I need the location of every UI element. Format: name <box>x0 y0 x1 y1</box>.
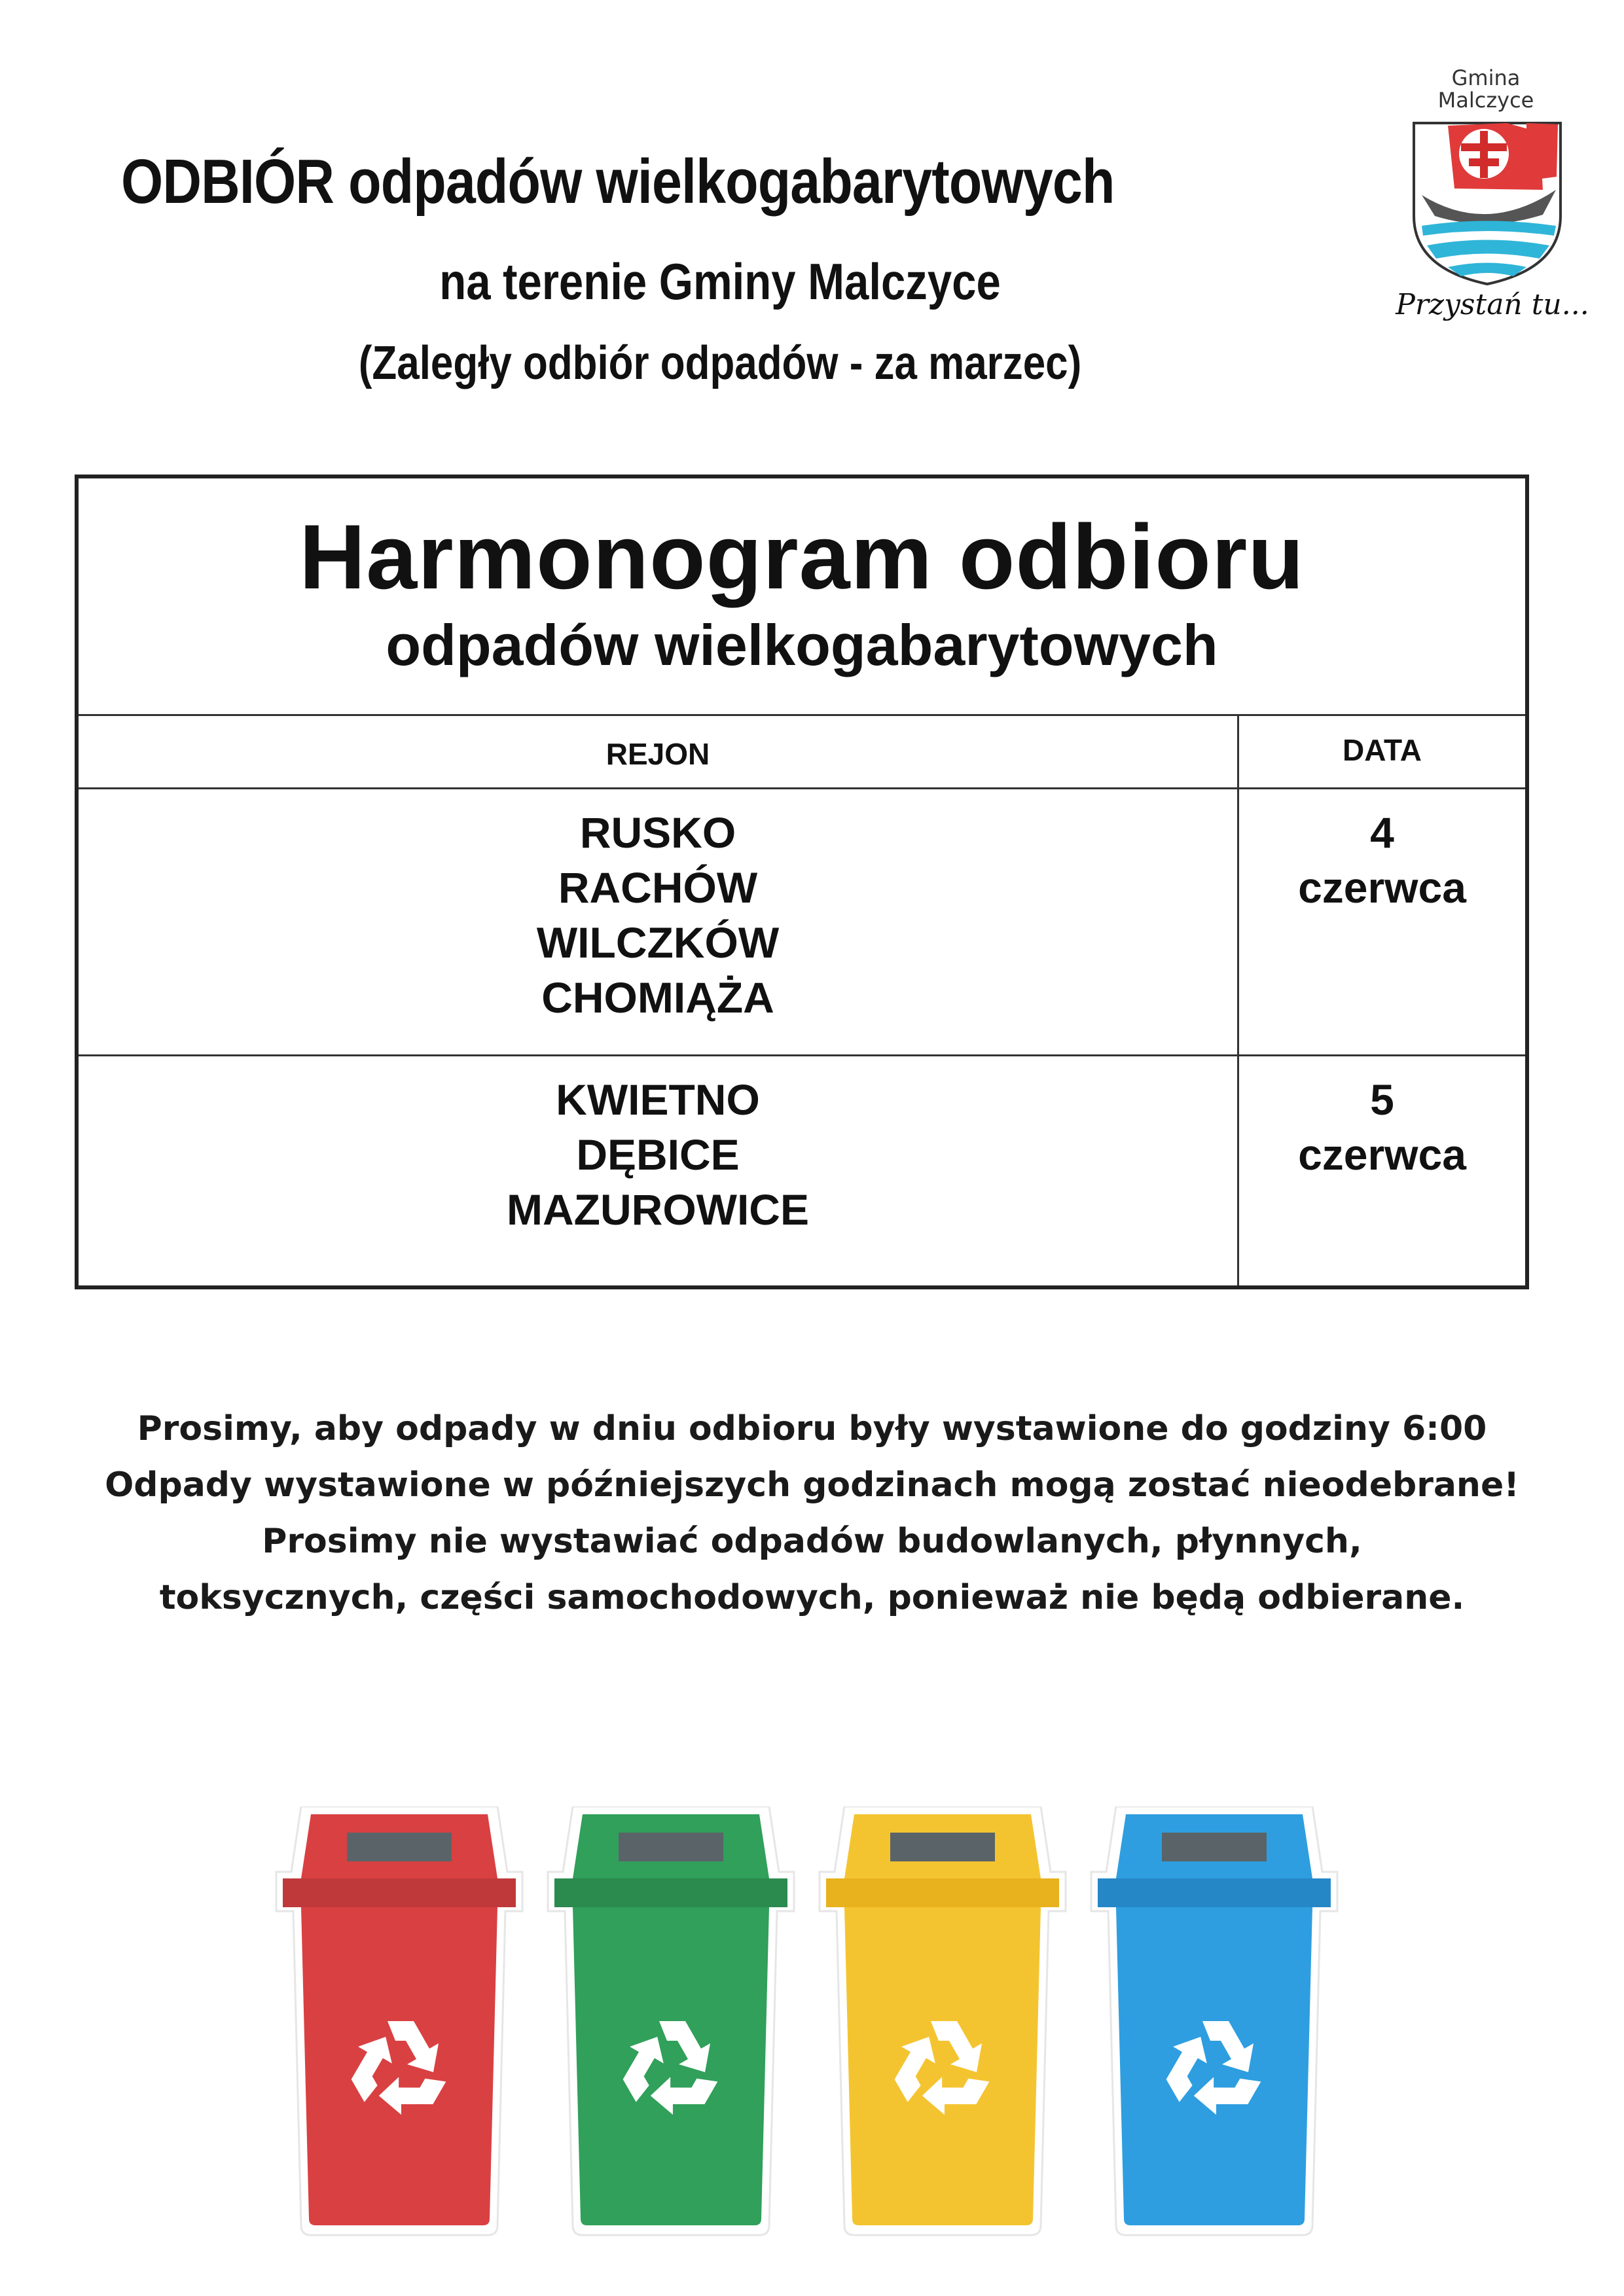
date-cell <box>1237 1056 1525 1285</box>
notice-line: Prosimy nie wystawiać odpadów budowlanych, płynnych, <box>262 1522 1362 1561</box>
green-recycling-bin-icon <box>547 1806 795 2238</box>
region-name: RACHÓW <box>558 863 758 912</box>
recycling-bins <box>0 1806 1624 2265</box>
schedule-heading <box>79 478 1525 716</box>
municipality-logo <box>1381 59 1591 347</box>
region-name: KWIETNO <box>556 1075 760 1124</box>
logo-motto: Przystań tu... <box>1396 288 1589 321</box>
date-day: 5 <box>1370 1075 1394 1124</box>
date-cell <box>1237 789 1525 1054</box>
date-month: czerwca <box>1298 863 1466 912</box>
notice-line: Prosimy, aby odpady w dniu odbioru były wystawione do godziny 6:00 <box>137 1409 1487 1448</box>
notice-line: toksycznych, części samochodowych, ponieważ nie będą odbierane. <box>159 1578 1465 1617</box>
subheadline: na terenie Gminy Malczyce <box>439 253 1001 310</box>
schedule-subtitle: odpadów wielkogabarytowych <box>386 613 1218 677</box>
logo-name-line1: Gmina <box>1451 65 1521 90</box>
region-name: DĘBICE <box>576 1130 740 1179</box>
schedule-title: Harmonogram odbioru <box>299 505 1305 608</box>
table-row <box>79 1056 1525 1285</box>
column-header-region: REJON <box>605 737 710 771</box>
collection-notice <box>0 1401 1624 1626</box>
region-cell <box>79 1056 1237 1285</box>
schedule-table <box>75 475 1529 1289</box>
red-recycling-bin-icon <box>275 1806 524 2238</box>
table-header-row <box>79 714 1525 789</box>
headline: ODBIÓR odpadów wielkogabarytowych <box>121 147 1115 217</box>
date-month: czerwca <box>1298 1130 1466 1179</box>
date-day: 4 <box>1370 808 1394 857</box>
region-cell <box>79 789 1237 1054</box>
region-name: MAZUROWICE <box>507 1185 809 1234</box>
header <box>0 0 1624 419</box>
region-name: RUSKO <box>579 808 736 857</box>
note-headline: (Zaległy odbiór odpadów - za marzec) <box>358 337 1082 389</box>
region-name: CHOMIĄŻA <box>541 973 774 1022</box>
region-name: WILCZKÓW <box>536 918 780 967</box>
coat-of-arms-icon <box>1409 118 1566 288</box>
yellow-recycling-bin-icon <box>818 1806 1067 2238</box>
logo-name-line2: Malczyce <box>1437 88 1534 113</box>
notice-line: Odpady wystawione w późniejszych godzinach mogą zostać nieodebrane! <box>105 1465 1519 1505</box>
blue-recycling-bin-icon <box>1090 1806 1339 2238</box>
column-header-date: DATA <box>1237 714 1525 787</box>
table-row <box>79 789 1525 1056</box>
